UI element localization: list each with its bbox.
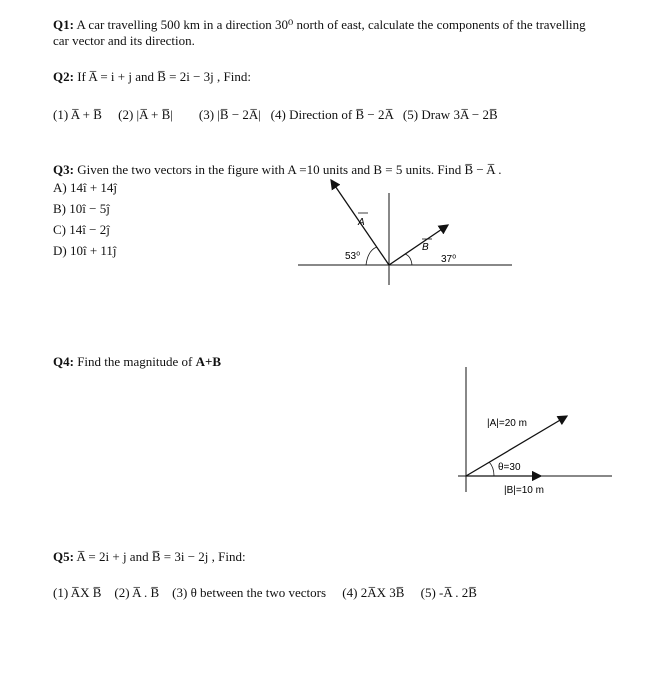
- question-4-bold-text: A+B: [195, 354, 222, 369]
- question-2-label: Q2:: [53, 69, 74, 84]
- question-4-text: Find the magnitude of: [77, 354, 196, 369]
- q3-option-c: C) 14î − 2ĵ: [53, 222, 110, 237]
- q3-option-a: A) 14î + 14ĵ: [53, 180, 118, 195]
- q3-angle-b-label: 37⁰: [441, 254, 457, 265]
- question-5-text: A̅ = 2i + j and B̅ = 3i − 2j , Find:: [76, 549, 246, 564]
- question-1-label: Q1:: [53, 17, 74, 32]
- q3-angle-a-label: 53⁰: [345, 251, 361, 262]
- question-3-label: Q3:: [53, 162, 74, 177]
- q3-option-b: B) 10î − 5ĵ: [53, 201, 110, 216]
- question-1-text: A car travelling 500 km in a direction 30⁰ north of east, calculate the components of the travelling car vector and its direction.: [53, 17, 586, 48]
- q4-a-magnitude-label: |A|=20 m: [487, 418, 527, 429]
- q4-b-magnitude-label: |B|=10 m: [504, 485, 544, 496]
- question-2-text: If A̅ = i + j and B̅ = 2i − 3j , Find:: [77, 69, 251, 84]
- q4-theta-label: θ=30: [498, 462, 521, 473]
- question-2-parts: (1) A̅ + B̅ (2) |A̅ + B̅| (3) |B̅ − 2A̅| (4) Direction of B̅ − 2A̅ (5) Draw 3A̅ − 2B̅: [53, 107, 498, 122]
- q3-option-d: D) 10î + 11ĵ: [53, 243, 117, 258]
- question-4-label: Q4:: [53, 354, 74, 369]
- question-3-text: Given the two vectors in the figure with A =10 units and B = 5 units. Find B̅ − A̅ .: [77, 162, 502, 177]
- q4-angle-arc: [489, 462, 494, 476]
- question-5: [53, 549, 246, 565]
- q3-vector-a-label: A: [358, 217, 365, 228]
- question-5-parts: (1) A̅X B̅ (2) A̅ . B̅ (3) θ between the two vectors (4) 2A̅X 3B̅ (5) -A̅ . 2B̅: [53, 585, 477, 600]
- q3-vector-b-label: B: [422, 242, 429, 253]
- question-5-label: Q5:: [53, 549, 74, 564]
